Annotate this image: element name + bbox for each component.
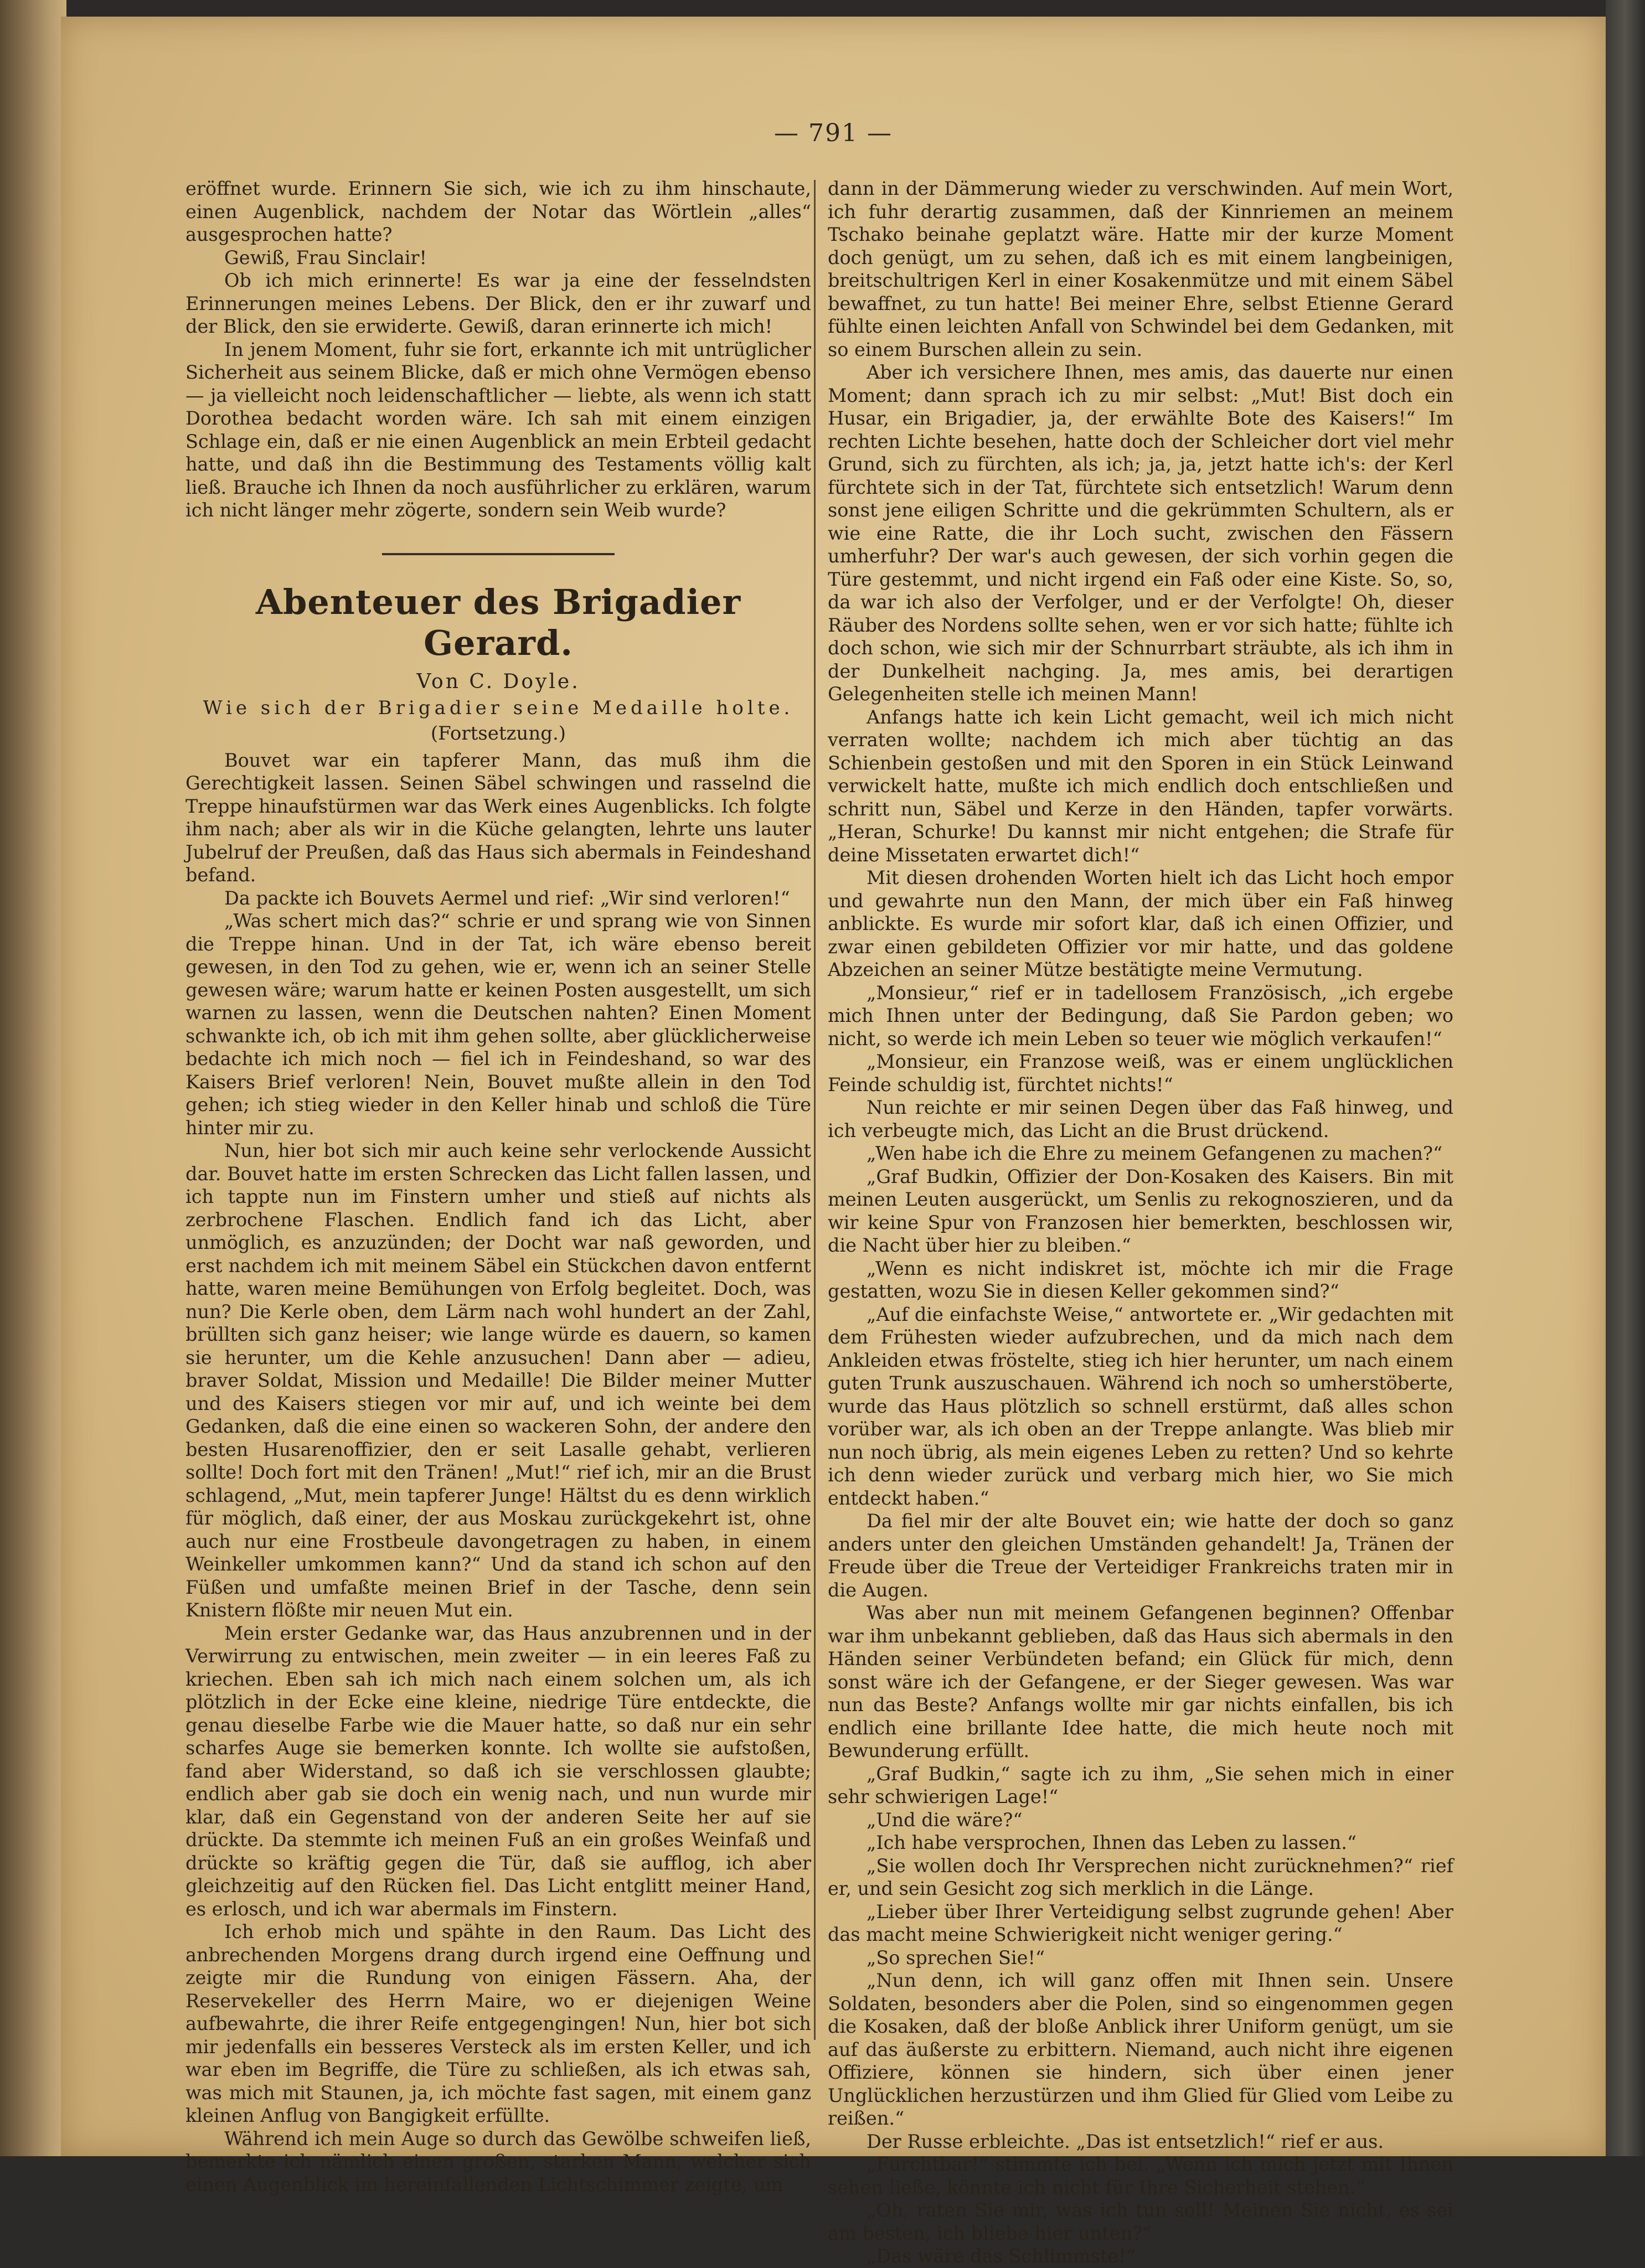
- paragraph: Ich erhob mich und spähte in den Raum. Das Licht des anbrechenden Morgens drang durch irgend eine Oeffnung und zeigte mir die Rundung von einigen Fässern. Aha, der Reservekeller des Herrn Maire, wo er diejenigen Weine aufbewahrte, die ihrer Reife entgegengingen! Nun, hier bot sich mir jedenfalls ein besseres Versteck als im ersten Keller, und ich war eben im Begriffe, die Türe zu schließen, als ich etwas sah, was mich mit Staunen, ja, ich möchte fast sagen, mit einem ganz kleinen Anflug von Bangigkeit erfüllte.: [185, 1921, 811, 2126]
- paragraph: „Nun denn, ich will ganz offen mit Ihnen sein. Unsere Soldaten, besonders aber die Polen, sind so eingenommen gegen die Kosaken, daß der bloße Anblick ihrer Uniform genügt, um sie auf das äußerste zu erbittern. Niemand, auch nicht ihre eigenen Offiziere, können sie hindern, sich über einen jener Unglücklichen herzustürzen und ihm Glied für Glied vom Leibe zu reißen.“: [828, 1970, 1453, 2129]
- paragraph: „Monsieur,“ rief er in tadellosem Französisch, „ich ergebe mich Ihnen unter der Bedingung, daß Sie Pardon geben; wo nicht, so werde ich mein Leben so teuer wie möglich verkaufen!“: [828, 981, 1453, 1050]
- paragraph: Was aber nun mit meinem Gefangenen beginnen? Offenbar war ihm unbekannt geblieben, daß das Haus sich abermals in den Händen seiner Verbündeten befand; ein Glück für mich, denn sonst wäre ich der Gefangene, er der Sieger gewesen. Was war nun das Beste? Anfangs wollte mir gar nichts einfallen, bis ich endlich eine brillante Idee hatte, die mich heute noch mit Bewunderung erfüllt.: [828, 1602, 1453, 1761]
- paragraph: „So sprechen Sie!“: [867, 1946, 1045, 1969]
- paragraph: „Graf Budkin,“ sagte ich zu ihm, „Sie sehen mich in einer sehr schwierigen Lage!“: [828, 1763, 1453, 1807]
- column-divider: [814, 180, 816, 2040]
- paragraph: Aber ich versichere Ihnen, mes amis, das dauerte nur einen Moment; dann sprach ich zu mir selbst: „Mut! Bist doch ein Husar, ein Brigadier, ja, der erwählte Bote des Kaisers!“ Im rechten Lichte besehen, hatte doch der Schleicher dort viel mehr Grund, sich zu fürchten, als ich; ja, ja, jetzt hatte ich's: der Kerl fürchtete sich in der Tat, fürchtete sich entsetzlich! Warum denn sonst jene eiligen Schritte und die gekrümmten Schultern, als er wie eine Ratte, die ihr Loch sucht, zwischen den Fässern umherfuhr? Der war's auch gewesen, der sich vorhin gegen die Türe gestemmt, und nicht irgend ein Faß oder eine Kiste. So, so, da war ich also der Verfolger, und er der Verfolgte! Oh, dieser Räuber des Nordens sollte sehen, wen er vor sich hatte; fühlte ich doch schon, wie sich mir der Schnurrbart sträubte, als ich ihm in der Dunkelheit nachging. Ja, mes amis, bei derartigen Gelegenheiten stelle ich meinen Mann!: [828, 361, 1453, 705]
- continuation-note: (Fortsetzung.): [430, 722, 566, 745]
- section-rule: [382, 553, 615, 555]
- story-author: Von C. Doyle.: [416, 670, 580, 693]
- paragraph: „Graf Budkin, Offizier der Don-Kosaken des Kaisers. Bin mit meinen Leuten ausgerückt, um Senlis zu rekognoszieren, und da wir keine Spur von Franzosen hier bemerkten, beschlossen wir, die Nacht über hier zu bleiben.“: [828, 1165, 1453, 1256]
- paragraph: Da packte ich Bouvets Aermel und rief: „Wir sind verloren!“: [224, 887, 790, 909]
- paragraph: „Auf die einfachste Weise,“ antwortete er. „Wir gedachten mit dem Frühesten wieder aufzubrechen, und da mich nach dem Ankleiden etwas fröstelte, stieg ich hier herunter, um nach einem guten Trunk auszuschauen. Während ich noch so umherstöberte, wurde das Haus plötzlich so schnell erstürmt, daß alles schon vorüber war, als ich oben an der Treppe anlangte. Was blieb mir nun noch übrig, als mein eigenes Leben zu retten? Und so kehrte ich denn wieder zurück und verbarg mich hier, wo Sie mich entdeckt haben.“: [828, 1303, 1453, 1509]
- story-title: Abenteuer des Brigadier Gerard.: [255, 581, 741, 663]
- paragraph: Mein erster Gedanke war, das Haus anzubrennen und in der Verwirrung zu entwischen, mein zweiter — in ein leeres Faß zu kriechen. Eben sah ich mich nach einem solchen um, als ich plötzlich in der Ecke eine kleine, niedrige Türe entdeckte, die genau dieselbe Farbe wie die Mauer hatte, so daß nur ein sehr scharfes Auge sie bemerken konnte. Ich wollte sie aufstoßen, fand aber Widerstand, so daß ich sie verschlossen glaubte; endlich aber gab sie doch ein wenig nach, und nun wurde mir klar, daß ein Gegenstand von der anderen Seite her auf sie drückte. Da stemmte ich meinen Fuß an ein großes Weinfaß und drückte so kräftig gegen die Tür, daß sie aufflog, ich aber gleichzeitig auf den Rücken fiel. Das Licht entglitt meiner Hand, es erlosch, und ich war abermals im Finstern.: [185, 1622, 811, 1920]
- right-column: [828, 177, 1453, 2268]
- paragraph: Nun reichte er mir seinen Degen über das Faß hinweg, und ich verbeugte mich, das Licht an die Brust drückend.: [828, 1097, 1453, 1141]
- paragraph: „Monsieur, ein Franzose weiß, was er einem unglücklichen Feinde schuldig ist, fürchtet nichts!“: [828, 1051, 1453, 1096]
- paragraph: Nun, hier bot sich mir auch keine sehr verlockende Aussicht dar. Bouvet hatte im ersten Schrecken das Licht fallen lassen, und ich tappte nun im Finstern umher und stieß auf nichts als zerbrochene Flaschen. Endlich fand ich das Licht, aber unmöglich, es anzuzünden; der Docht war naß geworden, und erst nachdem ich mit meinem Säbel ein Stückchen davon entfernt hatte, waren meine Bemühungen von Erfolg begleitet. Doch, was nun? Die Kerle oben, dem Lärm nach wohl hundert an der Zahl, brüllten sich ganz heiser; wie lange würde es dauern, so kamen sie herunter, um die Kehle anzusuchen! Dann aber — adieu, braver Soldat, Mission und Medaille! Die Bilder meiner Mutter und des Kaisers stiegen vor mir auf, und ich weinte bei dem Gedanken, daß die eine einen so wackeren Sohn, der andere den besten Husarenoffizier, den er seit Lasalle gehabt, verlieren sollte! Doch fort mit den Tränen! „Mut!“ rief ich, mir an die Brust schlagend, „Mut, mein tapferer Junge! Hältst du es denn wirklich für möglich, daß einer, der aus Moskau zurückgekehrt ist, ohne auch nur eine Frostbeule davongetragen zu haben, in einem Weinkeller umkommen kann?“ Und da stand ich schon auf den Füßen und umfaßte meinen Brief in der Tasche, denn sein Knistern flößte mir neuen Mut ein.: [185, 1140, 812, 1621]
- paragraph: „Furchtbar!“ stimmte ich bei. „Wenn ich mich jetzt mit Ihnen sehen ließe, könnte ich nicht für Ihre Sicherheit stehen.“: [828, 2153, 1453, 2198]
- paragraph: „Lieber über Ihrer Verteidigung selbst zugrunde gehen! Aber das macht meine Schwierigkeit nicht weniger gering.“: [828, 1900, 1453, 1945]
- paragraph: Ob ich mich erinnerte! Es war ja eine der fesselndsten Erinnerungen meines Lebens. Der Blick, den er ihr zuwarf und der Blick, den sie erwiderte. Gewiß, daran erinnerte ich mich!: [185, 270, 811, 337]
- page: [61, 17, 1606, 2267]
- paragraph: dann in der Dämmerung wieder zu verschwinden. Auf mein Wort, ich fuhr derartig zusammen, daß der Kinnriemen an meinem Tschako beinahe geplatzt wäre. Hatte mir der kurze Moment doch genügt, um zu sehen, daß ich es mit einem langbeinigen, breitschultrigen Kerl in einer Kosakenmütze und mit einem Säbel bewaffnet, zu tun hatte! Bei meiner Ehre, selbst Etienne Gerard fühlte einen leichten Anfall von Schwindel bei dem Gedanken, mit so einem Burschen allein zu sein.: [828, 178, 1453, 360]
- paragraph: „Sie wollen doch Ihr Versprechen nicht zurücknehmen?“ rief er, und sein Gesicht zog sich merklich in die Länge.: [828, 1854, 1453, 1899]
- paragraph: „Das wäre das Schlimmste!“: [867, 2245, 1136, 2267]
- left-column: [185, 177, 811, 2196]
- book-spine: [0, 0, 66, 2156]
- paragraph: Der Russe erbleichte. „Das ist entsetzlich!“ rief er aus.: [867, 2130, 1384, 2152]
- page-number: — 791 —: [774, 119, 893, 147]
- paragraph: Während ich mein Auge so durch das Gewölbe schweifen ließ, bemerkte ich nämlich einen großen, starken Mann, welcher sich einen Augenblick im hereinfallenden Lichtschimmer zeigte, um: [185, 2127, 811, 2195]
- paragraph: „Was schert mich das?“ schrie er und sprang wie von Sinnen die Treppe hinan. Und in der Tat, ich wäre ebenso bereit gewesen, in den Tod zu gehen, wie er, wenn ich an seiner Stelle gewesen wäre; warum hatte er keinen Posten ausgestellt, um sich warnen zu lassen, wenn die Deutschen nahten? Einen Moment schwankte ich, ob ich mit ihm gehen sollte, aber glücklicherweise bedachte ich mich noch — fiel ich in Feindeshand, so war des Kaisers Brief verloren! Nein, Bouvet mußte allein in den Tod gehen; ich stieg wieder in den Keller hinab und schloß die Türe hinter mir zu.: [185, 910, 811, 1139]
- story-subtitle: Wie sich der Brigadier seine Medaille holte.: [203, 696, 794, 719]
- paragraph: In jenem Moment, fuhr sie fort, erkannte ich mit untrüglicher Sicherheit aus seinem Blicke, daß er mich ohne Vermögen ebenso — ja vielleicht noch leidenschaftlicher — liebte, als wenn ich statt Dorothea bedacht worden wäre. Ich sah mit einem einzigen Schlage ein, daß er nie einen Augenblick an mein Erbteil gedacht hatte, und daß ihn die Bestimmung des Testaments völlig kalt ließ. Brauche ich Ihnen da noch ausführlicher zu erklären, warum ich nicht länger mehr zögerte, sondern sein Weib wurde?: [185, 338, 811, 521]
- paragraph: „Oh, raten Sie mir, was ich tun soll! Meinen Sie nicht, es sei am besten, ich bliebe hier unten?“: [828, 2199, 1453, 2244]
- paragraph: „Und die wäre?“: [867, 1809, 1023, 1831]
- paragraph: „Wen habe ich die Ehre zu meinem Gefangenen zu machen?“: [867, 1143, 1443, 1164]
- paragraph: Da fiel mir der alte Bouvet ein; wie hatte der doch so ganz anders unter den gleichen Umständen gehandelt! Ja, Tränen der Freude über die Treue der Verteidiger Frankreichs traten mir in die Augen.: [828, 1510, 1453, 1601]
- paragraph: Bouvet war ein tapferer Mann, das muß ihm die Gerechtigkeit lassen. Seinen Säbel schwingen und rasselnd die Treppe hinaufstürmen war das Werk eines Augenblicks. Ich folgte ihm nach; aber als wir in die Küche gelangten, lehrte uns lauter Jubelruf der Preußen, daß das Haus sich abermals in Feindeshand befand.: [185, 749, 811, 886]
- paragraph: „Wenn es nicht indiskret ist, möchte ich mir die Frage gestatten, wozu Sie in diesen Keller gekommen sind?“: [828, 1257, 1453, 1302]
- book-edge: [1606, 0, 1645, 2156]
- paragraph: Gewiß, Frau Sinclair!: [224, 246, 427, 268]
- paragraph: eröffnet wurde. Erinnern Sie sich, wie ich zu ihm hinschaute, einen Augenblick, nachdem der Notar das Wörtlein „alles“ ausgesprochen hatte?: [185, 178, 811, 245]
- paragraph: Anfangs hatte ich kein Licht gemacht, weil ich mich nicht verraten wollte; nachdem ich mich aber tüchtig an das Schienbein gestoßen und mit den Sporen in ein Stück Leinwand verwickelt hatte, mußte ich mich endlich doch entschließen und schritt nun, Säbel und Kerze in den Händen, tapfer vorwärts. „Heran, Schurke! Du kannst mir nicht entgehen; die Strafe für deine Missetaten erwartet dich!“: [828, 706, 1453, 866]
- paragraph: Mit diesen drohenden Worten hielt ich das Licht hoch empor und gewahrte nun den Mann, der mich über ein Faß hinweg anblickte. Es wurde mir sofort klar, daß ich einen Offizier, und zwar einen gebildeten Offizier vor mir hatte, und das goldene Abzeichen an seiner Mütze bestätigte meine Vermutung.: [828, 867, 1453, 980]
- paragraph: „Ich habe versprochen, Ihnen das Leben zu lassen.“: [867, 1832, 1357, 1853]
